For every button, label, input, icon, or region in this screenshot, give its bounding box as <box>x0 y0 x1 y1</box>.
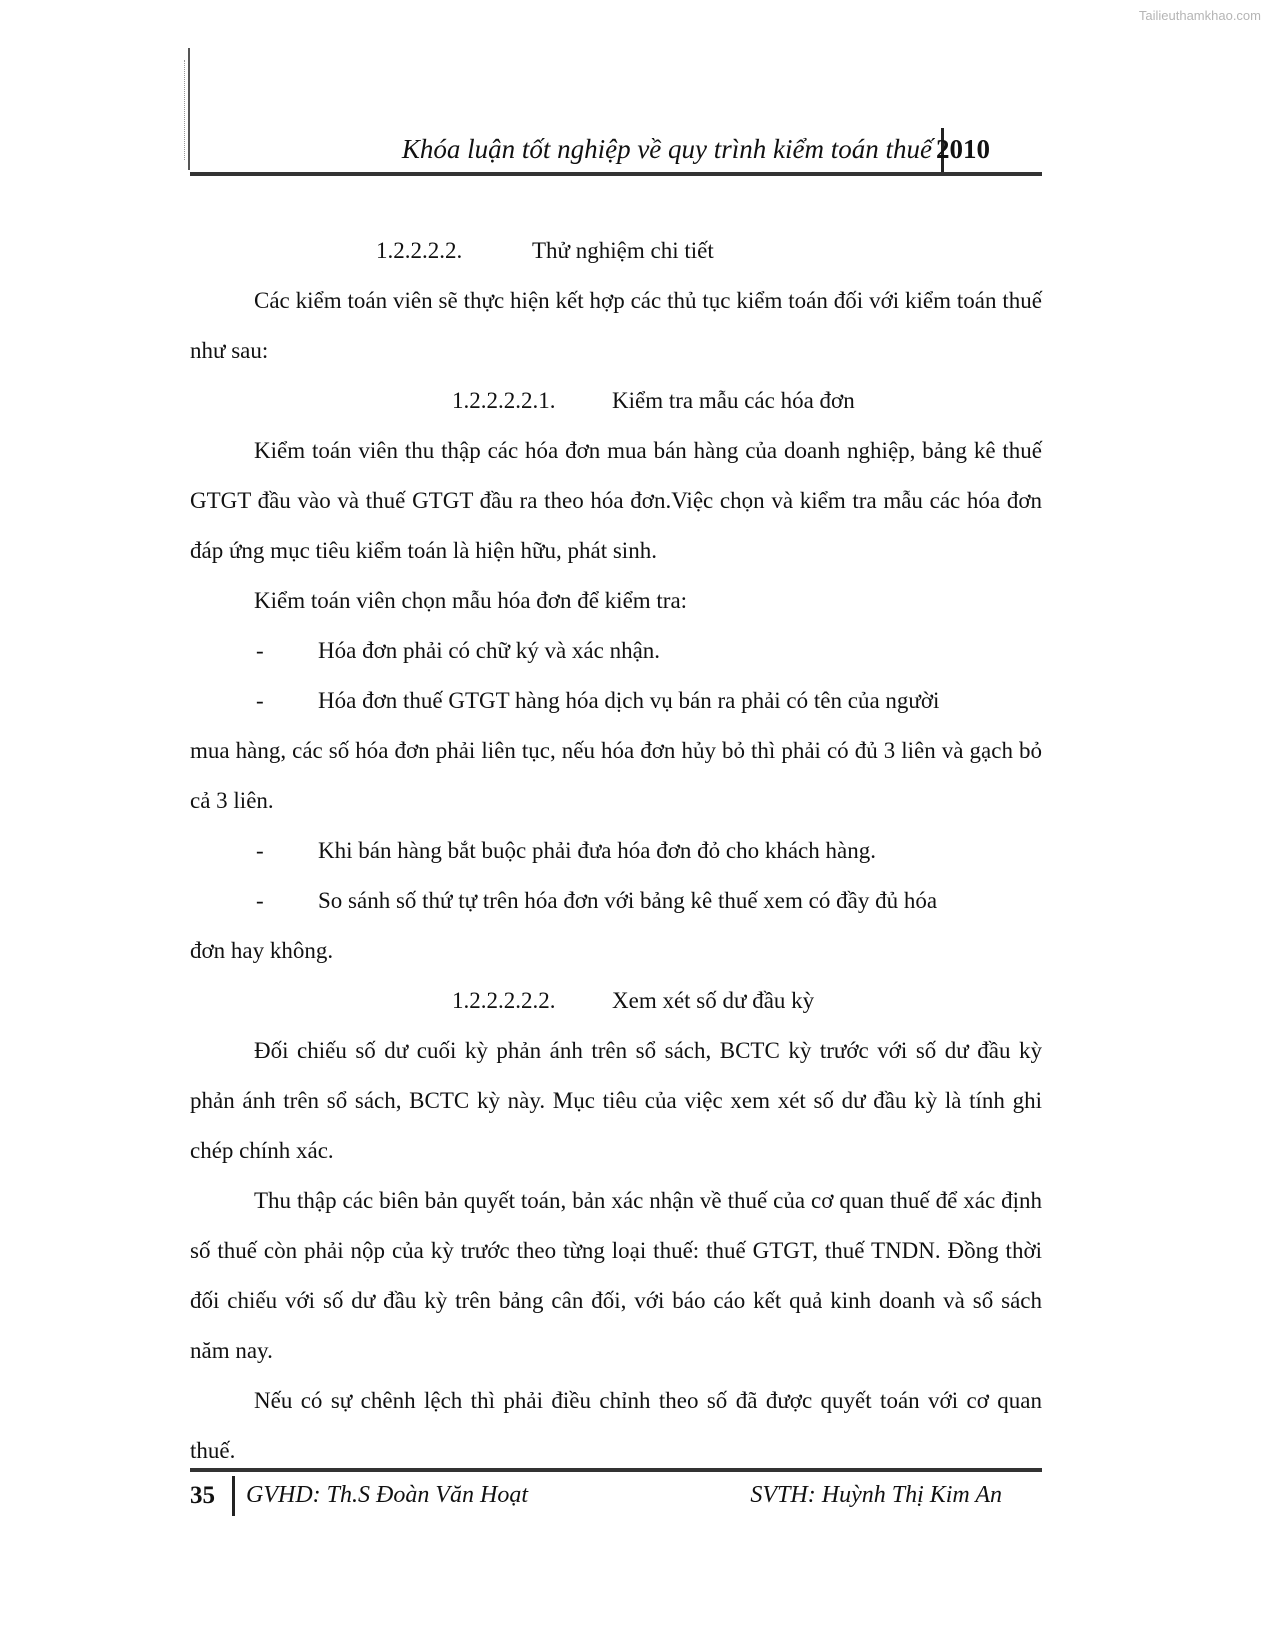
header-year: 2010 <box>936 134 990 164</box>
section-title: Xem xét số dư đầu kỳ <box>612 988 815 1013</box>
bullet-dash: - <box>256 688 264 713</box>
section-number: 1.2.2.2.2.2. <box>452 988 556 1013</box>
list-item <box>190 676 1042 726</box>
section-title: Thử nghiệm chi tiết <box>532 238 714 263</box>
watermark: Tailieuthamkhao.com <box>1138 8 1261 23</box>
paragraph-intro: Các kiểm toán viên sẽ thực hiện kết hợp các thủ tục kiểm toán đối với kiểm toán thuế như sau: <box>190 288 1042 363</box>
section-heading-invoice-sampling <box>190 376 1042 426</box>
bullet-continuation: đơn hay không. <box>190 938 334 963</box>
section-heading-opening-balance <box>190 976 1042 1026</box>
page-header <box>190 128 1042 174</box>
section-number: 1.2.2.2.2. <box>376 238 463 263</box>
footer-rule <box>190 1468 1042 1472</box>
document-body <box>190 226 1042 1476</box>
list-item <box>190 826 1042 876</box>
bullet-dash: - <box>256 888 264 913</box>
paragraph-invoice-collection: Kiểm toán viên thu thập các hóa đơn mua bán hàng của doanh nghiệp, bảng kê thuế GTGT đầu vào và thuế GTGT đầu ra theo hóa đơn.Việc chọn và kiểm tra mẫu các hóa đơn đáp ứng mục tiêu kiểm toán là hiện hữu, phát sinh. <box>190 438 1042 563</box>
page-number: 35 <box>190 1482 215 1509</box>
header-rule <box>190 172 1042 176</box>
bullet-text: Hóa đơn thuế GTGT hàng hóa dịch vụ bán ra phải có tên của người <box>318 688 940 713</box>
header-title: Khóa luận tốt nghiệp về quy trình kiểm toán thuế <box>401 134 932 164</box>
list-item <box>190 626 1042 676</box>
bullet-text: Khi bán hàng bắt buộc phải đưa hóa đơn đỏ cho khách hàng. <box>318 838 876 863</box>
list-item <box>190 876 1042 926</box>
bullet-dash: - <box>256 638 264 663</box>
paragraph-settlement-records: Thu thập các biên bản quyết toán, bản xác nhận về thuế của cơ quan thuế để xác định số thuế còn phải nộp của kỳ trước theo từng loại thuế: thuế GTGT, thuế TNDN. Đồng thời đối chiếu với số dư đầu kỳ trên bảng cân đối, với báo cáo kết quả kinh doanh và sổ sách năm nay. <box>190 1188 1042 1363</box>
section-number: 1.2.2.2.2.1. <box>452 388 556 413</box>
section-heading-detail-tests <box>190 226 1042 276</box>
footer-separator <box>232 1476 235 1516</box>
footer-advisor: GVHD: Th.S Đoàn Văn Hoạt <box>246 1482 528 1508</box>
bullet-continuation: mua hàng, các số hóa đơn phải liên tục, nếu hóa đơn hủy bỏ thì phải có đủ 3 liên và gạch bỏ cả 3 liên. <box>190 738 1042 813</box>
paragraph-adjustment: Nếu có sự chênh lệch thì phải điều chỉnh theo số đã được quyết toán với cơ quan thuế. <box>190 1388 1042 1463</box>
paragraph-balance-comparison: Đối chiếu số dư cuối kỳ phản ánh trên sổ sách, BCTC kỳ trước với số dư đầu kỳ phản ánh trên sổ sách, BCTC kỳ này. Mục tiêu của việc xem xét số dư đầu kỳ là tính ghi chép chính xác. <box>190 1038 1042 1163</box>
footer-student: SVTH: Huỳnh Thị Kim An <box>750 1482 1002 1508</box>
bullet-text: So sánh số thứ tự trên hóa đơn với bảng kê thuế xem có đầy đủ hóa <box>318 888 938 913</box>
section-title: Kiểm tra mẫu các hóa đơn <box>612 388 855 413</box>
bullet-text: Hóa đơn phải có chữ ký và xác nhận. <box>318 638 661 663</box>
paragraph-sample-selection: Kiểm toán viên chọn mẫu hóa đơn để kiểm tra: <box>254 588 688 613</box>
page-footer <box>190 1468 1042 1518</box>
bullet-dash: - <box>256 838 264 863</box>
